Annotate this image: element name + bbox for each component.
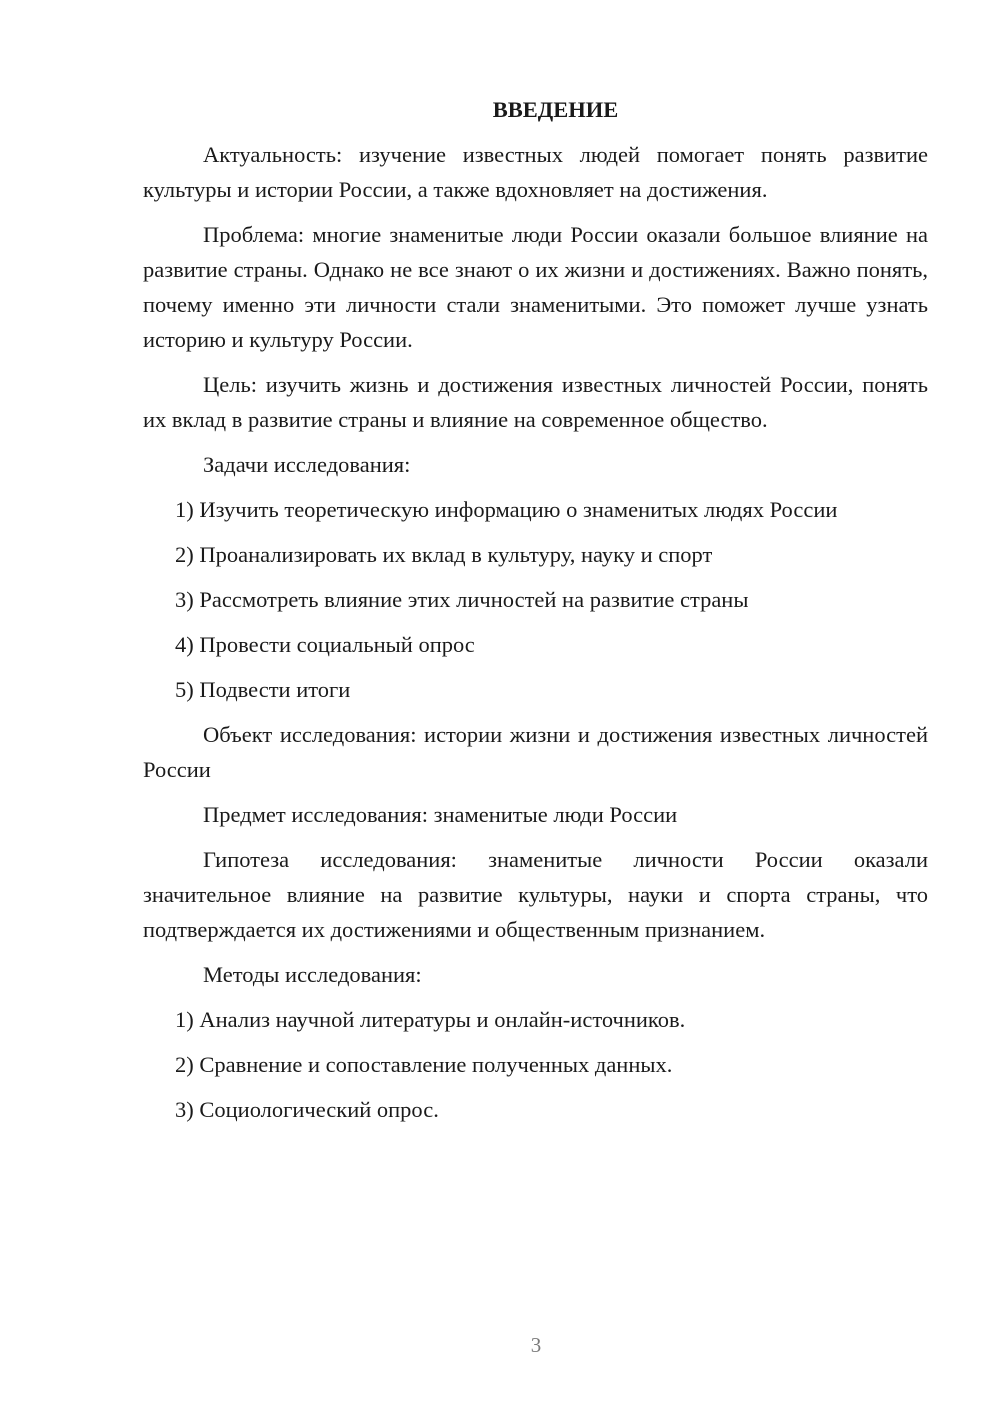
tasks-heading: Задачи исследования: — [203, 452, 411, 477]
task-item: 3) Рассмотреть влияние этих личностей на развитие страны — [175, 587, 749, 612]
method-item: 3) Социологический опрос. — [175, 1097, 439, 1122]
subject-paragraph: Предмет исследования: знаменитые люди России — [203, 802, 678, 827]
page-number: 3 — [530, 1333, 542, 1357]
method-item: 1) Анализ научной литературы и онлайн-источников. — [175, 1007, 686, 1032]
goal-paragraph: Цель: изучить жизнь и достижения известных личностей России, понять их вклад в развитие страны и влияние на современное общество. — [143, 372, 928, 432]
problem-paragraph: Проблема: многие знаменитые люди России оказали большое влияние на развитие страны. Однако не все знают о их жизни и достижениях. Важно понять, почему именно эти личности стали знаменитыми. Это поможет лучше узнать историю и культуру России. — [143, 222, 928, 352]
task-item: 2) Проанализировать их вклад в культуру, науку и спорт — [175, 542, 713, 567]
task-item: 4) Провести социальный опрос — [175, 632, 475, 657]
hypothesis-paragraph: Гипотеза исследования: знаменитые личности России оказали значительное влияние на развитие культуры, науки и спорта страны, что подтверждается их достижениями и общественным признанием. — [143, 847, 928, 942]
object-paragraph: Объект исследования: истории жизни и достижения известных личностей России — [143, 722, 928, 782]
relevance-paragraph: Актуальность: изучение известных людей помогает понять развитие культуры и истории России, а также вдохновляет на достижения. — [143, 142, 928, 202]
methods-heading: Методы исследования: — [203, 962, 422, 987]
section-title: ВВЕДЕНИЕ — [492, 97, 619, 122]
document-body — [143, 92, 928, 1137]
task-item: 1) Изучить теоретическую информацию о знаменитых людях России — [175, 497, 838, 522]
method-item: 2) Сравнение и сопоставление полученных данных. — [175, 1052, 673, 1077]
task-item: 5) Подвести итоги — [175, 677, 351, 702]
